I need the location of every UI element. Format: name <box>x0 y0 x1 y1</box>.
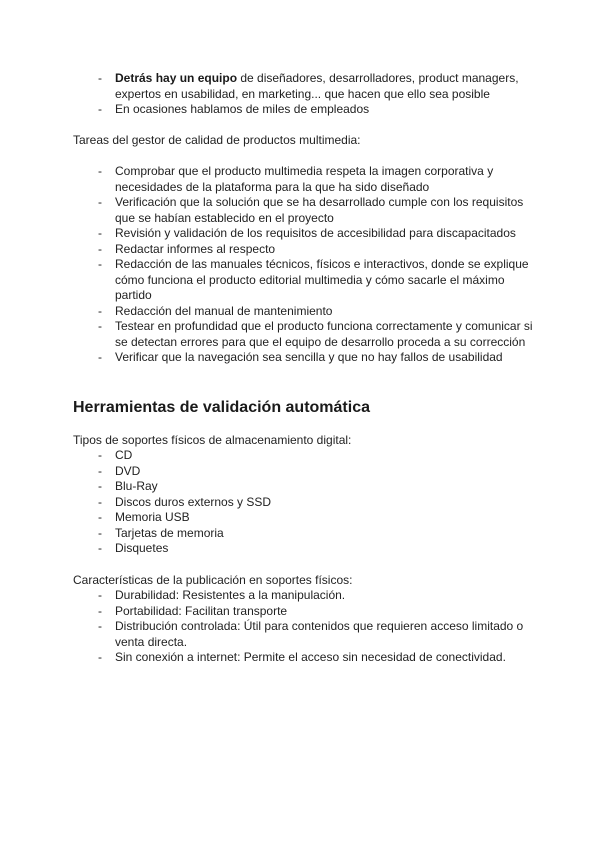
list-item: - Tarjetas de memoria <box>73 526 533 542</box>
list-item: - Verificar que la navegación sea sencilla y que no hay fallos de usabilidad <box>73 350 533 366</box>
tasks-heading: Tareas del gestor de calidad de productos multimedia: <box>73 133 361 147</box>
list-item-text: de diseñadores, desarrolladores, product managers, expertos en usabilidad, en marketing... que hacen que ello sea posible <box>115 71 519 101</box>
list-item-text: En ocasiones hablamos de miles de empleados <box>115 102 370 116</box>
supports-list <box>73 448 533 557</box>
list-item: - Blu-Ray <box>73 479 533 495</box>
list-item: - Redacción de las manuales técnicos, físicos e interactivos, donde se explique cómo funciona el producto editorial multimedia y cómo sacarle el máximo partido <box>73 257 533 304</box>
list-item <box>73 71 533 102</box>
list-item: - Durabilidad: Resistentes a la manipulación. <box>73 588 533 604</box>
list-item: - Disquetes <box>73 541 533 557</box>
section-title: Herramientas de validación automática <box>73 399 370 416</box>
list-item: - Portabilidad: Facilitan transporte <box>73 604 533 620</box>
list-item: - Comprobar que el producto multimedia respeta la imagen corporativa y necesidades de la plataforma para la que ha sido diseñado <box>73 164 533 195</box>
list-item: - Verificación que la solución que se ha desarrollado cumple con los requisitos que se habían establecido en el proyecto <box>73 195 533 226</box>
list-item: - DVD <box>73 464 533 480</box>
list-item: - Redacción del manual de mantenimiento <box>73 304 533 320</box>
supports-heading: Tipos de soportes físicos de almacenamiento digital: <box>73 433 352 447</box>
list-item: - Testear en profundidad que el producto funciona correctamente y comunicar si se detectan errores para que el equipo de desarrollo proceda a su corrección <box>73 319 533 350</box>
tasks-list <box>73 164 533 366</box>
list-item: - Revisión y validación de los requisitos de accesibilidad para discapacitados <box>73 226 533 242</box>
features-heading: Características de la publicación en soportes físicos: <box>73 573 353 587</box>
list-item: - Redactar informes al respecto <box>73 242 533 258</box>
list-item-bold: Detrás hay un equipo <box>115 71 238 85</box>
list-item: - CD <box>73 448 533 464</box>
list-item: - Memoria USB <box>73 510 533 526</box>
intro-list <box>73 71 533 118</box>
list-item: - Sin conexión a internet: Permite el acceso sin necesidad de conectividad. <box>73 650 533 666</box>
list-item: - Distribución controlada: Útil para contenidos que requieren acceso limitado o venta directa. <box>73 619 533 650</box>
features-list <box>73 588 533 666</box>
list-item: - Discos duros externos y SSD <box>73 495 533 511</box>
list-item <box>73 102 533 118</box>
